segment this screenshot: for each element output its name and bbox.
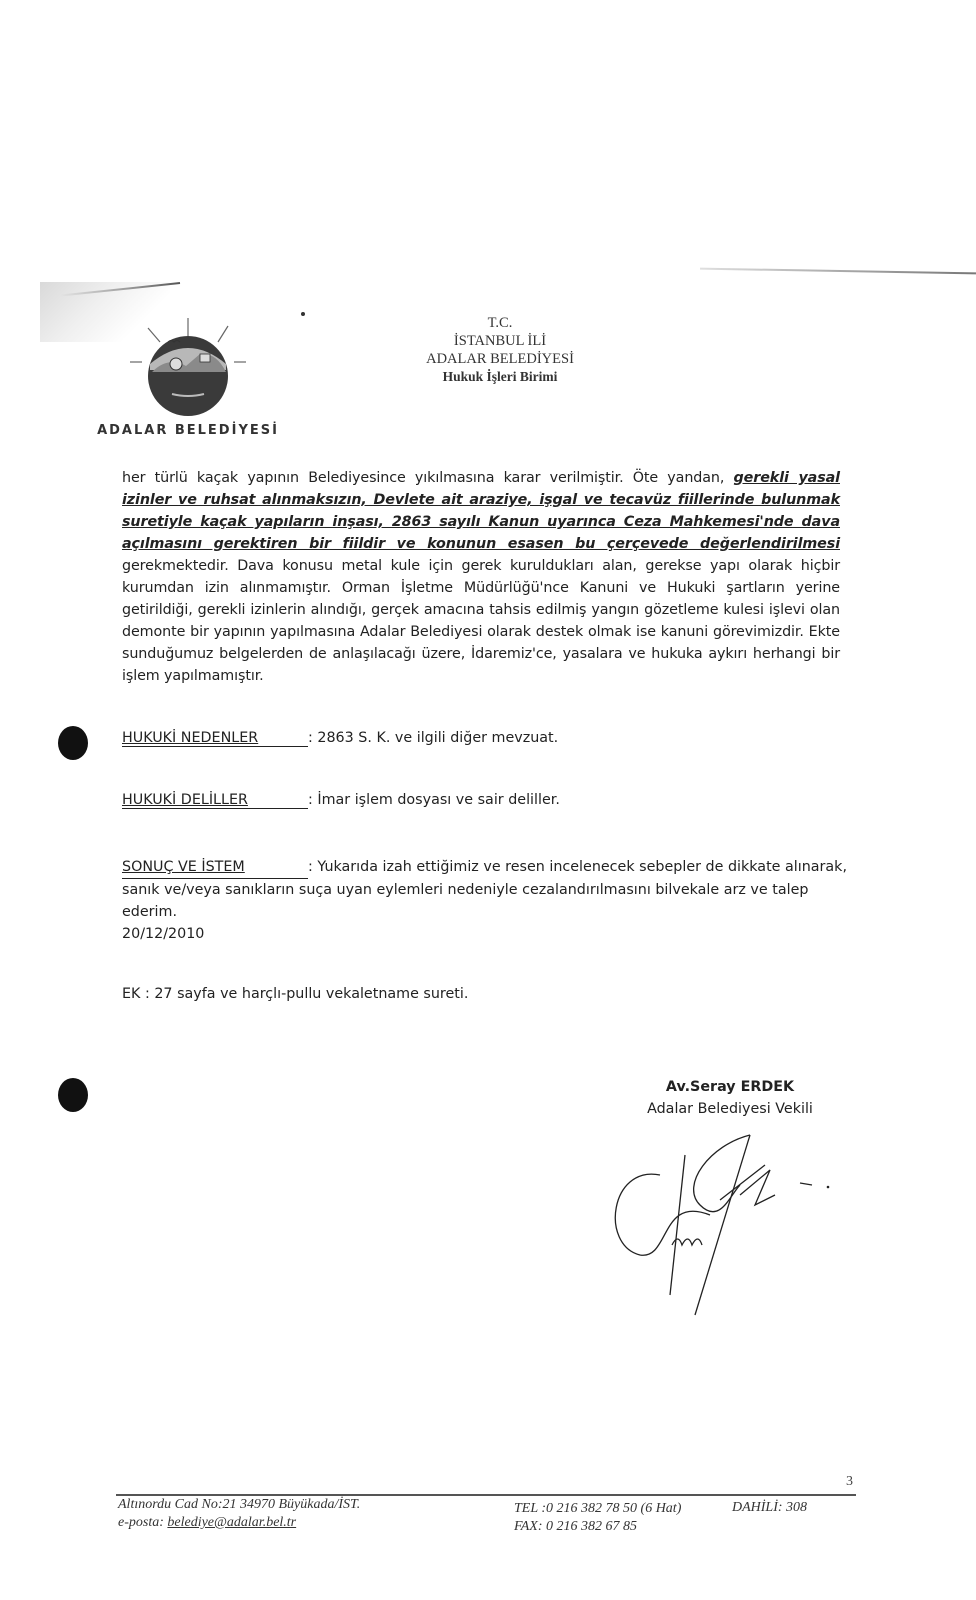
body-paragraph [122,467,840,687]
body-text-emphasis: gerekli yasal izinler ve ruhsat alınmaksızın, Devlete ait araziye, işgal ve tecavüz fiillerinde bulunmak suretiyle kaçak yapıların inşası, 2863 sayılı Kanun uyarınca Ceza Mahkemesi'nde dava açılmasını gerektiren bir fiildir ve konunun esasen bu çerçevede değerlendirilmesi [122,470,840,552]
conclusion-value: : Yukarıda izah ettiğimiz ve resen incelenecek sebepler de dikkate alınarak, sanık ve/veya sanıkların suça uyan eylemleri nedeniyle cezalandırılmasını bilvekale arz ve talep ederim. [122,859,848,920]
footer-tel: TEL :0 216 382 78 50 (6 Hat) [514,1501,682,1516]
attachment-label: EK [122,986,141,1002]
attachment-value: : 27 sayfa ve harçlı-pullu vekaletname sureti. [144,986,469,1002]
conclusion-label: SONUÇ VE İSTEM [122,856,308,879]
handwritten-signature [600,1125,840,1315]
evidence-section [122,792,560,809]
conclusion-section [122,856,867,945]
legal-grounds-value: : 2863 S. K. ve ilgili diğer mevzuat. [308,730,559,746]
evidence-label: HUKUKİ DELİLLER [122,792,308,809]
page-number: 3 [846,1474,853,1489]
letterhead-unit: Hukuk İşleri Birimi [442,369,558,384]
punch-hole [58,1078,88,1112]
evidence-value: : İmar işlem dosyası ve sair deliller. [308,792,560,808]
attachment-section [122,986,468,1002]
footer-fax: FAX: 0 216 382 67 85 [514,1519,638,1534]
footer-extension: DAHİLİ: 308 [732,1500,808,1515]
scan-speck [301,312,305,316]
footer-email-link[interactable]: belediye@adalar.bel.tr [167,1515,297,1530]
body-text-end: gerekmektedir. Dava konusu metal kule için gerek kuruldukları alan, gerekse yapı olarak hiçbir kurumdan izin alınmamıştır. Orman İşletme Müdürlüğü'nce Kanuni ve Hukuki şartların yerine getirildiği, gerekli izinlerin alındığı, gerçek amacına tahsis edilmiş yangın gözetleme kulesi işlevi olan demonte bir yapının yapılmasına Adalar Belediyesi olarak destek olmak ise kanuni görevimizdir. Ekte sunduğumuz belgelerden de anlaşılacağı üzere, İdaremiz'ce, yasalara ve hukuka aykırı herhangi bir işlem yapılmamıştır. [122,558,840,684]
letterhead-line2: İSTANBUL İLİ [453,333,547,349]
document-date: 20/12/2010 [122,926,205,942]
signer-block [640,1076,820,1120]
municipality-logo [97,318,279,438]
letterhead-line1: T.C. [487,315,513,331]
signer-title: Adalar Belediyesi Vekili [647,1101,813,1117]
legal-grounds-section [122,730,558,747]
body-text-start: her türlü kaçak yapının Belediyesince yıkılmasına karar verilmiştir. Öte yandan, [122,470,734,486]
scan-edge-line [700,268,976,275]
letterhead [380,314,620,386]
punch-hole [58,726,88,760]
signer-name: Av.Seray ERDEK [665,1079,795,1095]
footer-contact-block [514,1500,681,1536]
footer-address: Altınordu Cad No:21 34970 Büyükada/İST. [118,1497,361,1512]
svg-text:ADALAR BELEDİYESİ: ADALAR BELEDİYESİ [97,423,279,438]
footer-address-block [118,1496,360,1532]
footer-email-line: e-posta: belediye@adalar.bel.tr [118,1515,297,1530]
legal-grounds-label: HUKUKİ NEDENLER [122,730,308,747]
letterhead-line3: ADALAR BELEDİYESİ [426,351,574,367]
